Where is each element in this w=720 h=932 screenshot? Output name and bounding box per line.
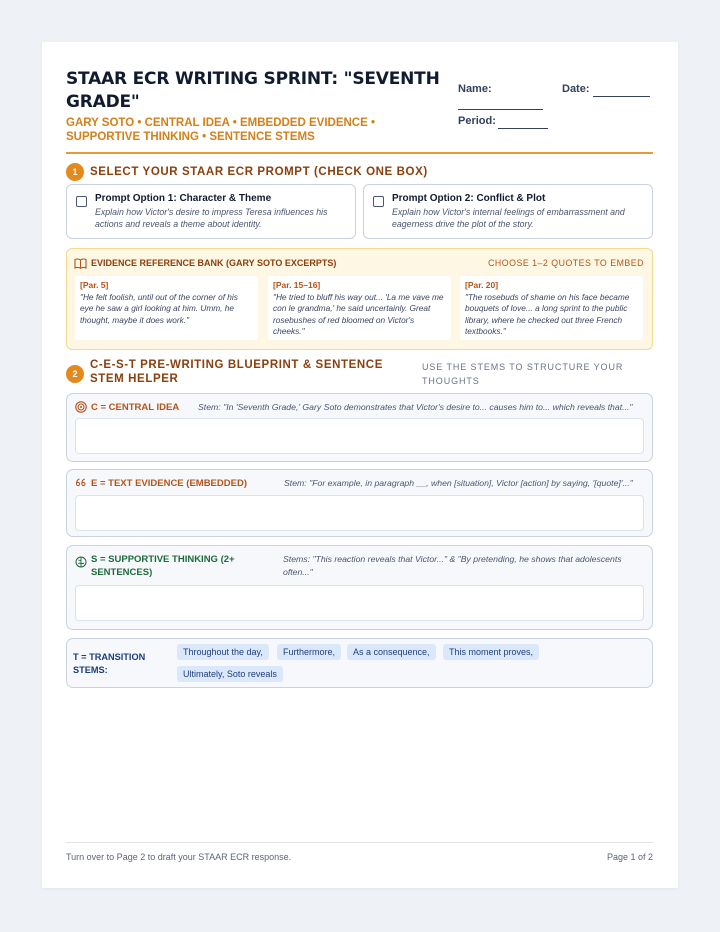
transition-chip: This moment proves, <box>443 644 539 660</box>
prompt-option-2-desc: Explain how Victor's internal feelings of embarrassment and eagerness drive the plot of the story. <box>392 207 625 229</box>
quote-text: "The rosebuds of shame on his face became bouquets of love... a long sprint to the public library, where he checked out three French textbooks." <box>465 292 630 337</box>
date-field[interactable] <box>593 96 650 97</box>
section-2-instruction: USE THE STEMS TO STRUCTURE YOUR THOUGHTS <box>422 362 624 386</box>
quote-card <box>460 276 643 340</box>
checkbox-option-2[interactable] <box>373 196 384 207</box>
evidence-bank-instruction: CHOOSE 1–2 QUOTES TO EMBED <box>488 258 644 268</box>
page-number: Page 1 of 2 <box>606 852 653 862</box>
central-idea-card <box>66 393 653 462</box>
section-1-title: SELECT YOUR STAAR ECR PROMPT (CHECK ONE BOX) <box>90 166 428 178</box>
quote-card <box>268 276 451 340</box>
supportive-thinking-input[interactable] <box>75 585 644 621</box>
worksheet-subtitle: GARY SOTO • CENTRAL IDEA • EMBEDDED EVIDENCE • SUPPORTIVE THINKING • SENTENCE STEMS <box>66 117 375 143</box>
quote-card <box>75 276 258 340</box>
transition-chip: Furthermore, <box>277 644 341 660</box>
transition-stems-card <box>66 638 653 688</box>
period-label: Period: <box>458 115 496 127</box>
quote-paragraph: [Par. 20] <box>465 280 499 290</box>
name-label: Name: <box>458 83 492 95</box>
worksheet-page <box>42 42 678 888</box>
section-2-title: C-E-S-T PRE-WRITING BLUEPRINT & SENTENCE STEM HELPER <box>90 359 383 385</box>
quote-text: "He tried to bluff his way out... 'La me vave me con le grandma,' he said uncertainly. Great rosebushes of red bloomed on Victor's cheeks." <box>273 292 444 337</box>
prompt-option-1-desc: Explain how Victor's desire to impress Teresa influences his actions and reveals a theme about identity. <box>95 207 328 229</box>
transition-stems-label: T = TRANSITION STEMS: <box>73 652 146 675</box>
text-evidence-stem: Stem: "For example, in paragraph __, when [situation], Victor [action] by saying, '[quote]'..." <box>284 478 633 488</box>
book-icon <box>74 258 87 269</box>
text-evidence-input[interactable] <box>75 495 644 531</box>
prompt-option-1[interactable] <box>66 184 356 239</box>
transition-chip: Ultimately, Soto reveals <box>177 666 283 682</box>
text-evidence-label: E = TEXT EVIDENCE (EMBEDDED) <box>91 478 247 489</box>
section-2-heading <box>66 358 400 386</box>
quote-paragraph: [Par. 15–16] <box>273 280 321 290</box>
text-evidence-label-wrap <box>75 477 247 490</box>
central-idea-input[interactable] <box>75 418 644 454</box>
period-field[interactable] <box>498 128 548 129</box>
text-evidence-card <box>66 469 653 537</box>
checkbox-option-1[interactable] <box>76 196 87 207</box>
footer-divider <box>66 842 653 843</box>
evidence-bank-title: EVIDENCE REFERENCE BANK (GARY SOTO EXCERPTS) <box>91 258 337 268</box>
supportive-thinking-label: S = SUPPORTIVE THINKING (2+ SENTENCES) <box>91 554 235 578</box>
supportive-thinking-card <box>66 545 653 630</box>
section-1-heading <box>66 163 428 181</box>
transition-chip: As a consequence, <box>347 644 436 660</box>
brain-icon <box>75 556 87 568</box>
central-idea-label-wrap <box>75 401 179 414</box>
quote-paragraph: [Par. 5] <box>80 280 109 290</box>
evidence-bank <box>66 248 653 350</box>
footer-note: Turn over to Page 2 to draft your STAAR ECR response. <box>66 852 292 862</box>
prompt-option-1-title: Prompt Option 1: Character & Theme <box>95 193 272 204</box>
transition-chip: Throughout the day, <box>177 644 269 660</box>
quote-icon <box>75 477 87 489</box>
prompt-option-2[interactable] <box>363 184 653 239</box>
prompt-option-2-title: Prompt Option 2: Conflict & Plot <box>392 193 546 204</box>
section-2-number: 2 <box>66 365 84 383</box>
date-label: Date: <box>562 83 590 95</box>
central-idea-stem: Stem: "In 'Seventh Grade,' Gary Soto demonstrates that Victor's desire to... causes him to... which reveals that..." <box>198 402 633 412</box>
central-idea-label: C = CENTRAL IDEA <box>91 402 180 413</box>
target-icon <box>75 401 87 413</box>
worksheet-title: STAAR ECR WRITING SPRINT: "SEVENTH GRADE" <box>66 69 440 112</box>
supportive-thinking-label-wrap <box>75 553 265 579</box>
quote-text: "He felt foolish, until out of the corner of his eye he saw a girl looking at him. Umm, he thought, maybe it does work." <box>80 292 238 325</box>
supportive-thinking-stem: Stems: "This reaction reveals that Victor..." & "By pretending, he shows that adolescents often..." <box>283 554 622 577</box>
name-field[interactable] <box>458 109 543 110</box>
header-divider <box>66 152 653 154</box>
section-1-number: 1 <box>66 163 84 181</box>
